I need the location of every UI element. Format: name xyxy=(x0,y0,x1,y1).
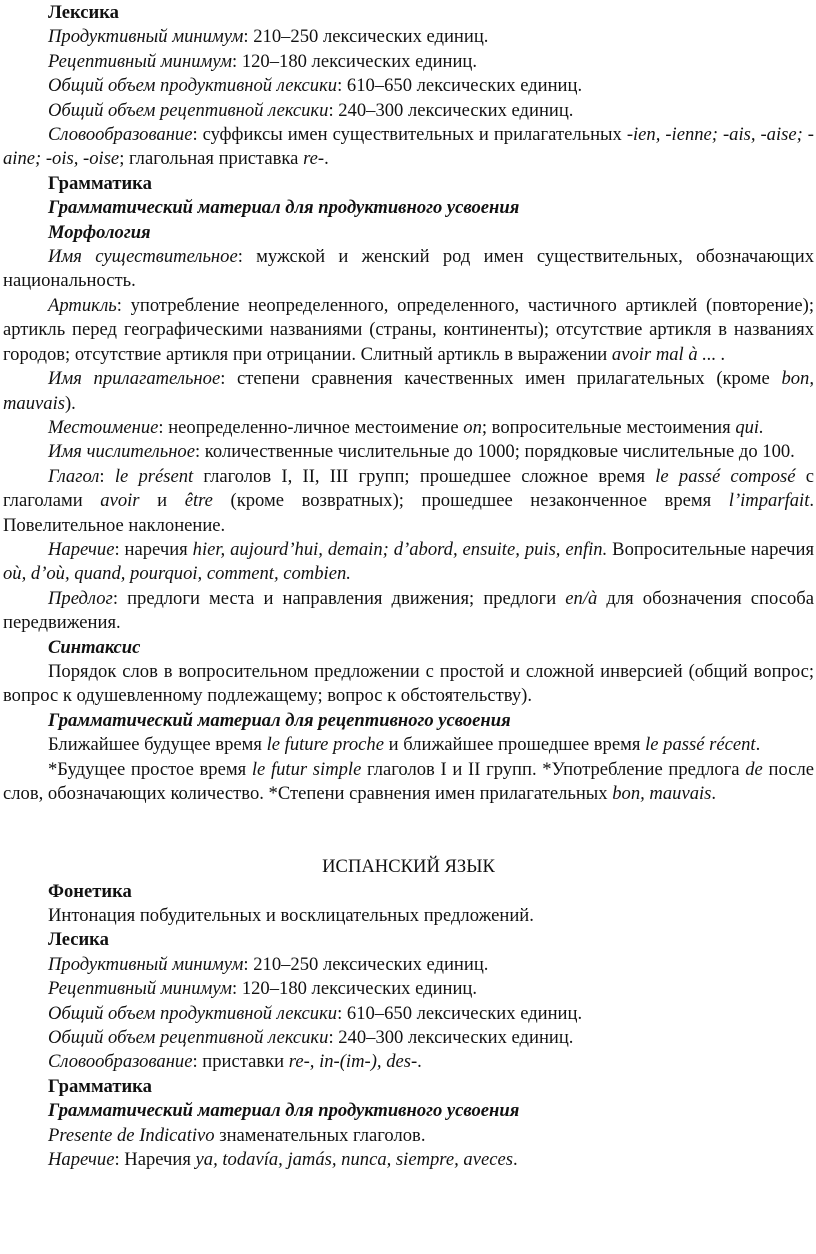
fr-preposition-paragraph: Предлог: предлоги места и направления движения; предлоги en/à для обозначения способа передвижения. xyxy=(3,587,814,634)
section-spacer xyxy=(3,806,814,855)
es-productive-minimum: Продуктивный минимум: 210–250 лексических единиц. xyxy=(48,953,489,975)
fr-syntax-heading: Синтаксис xyxy=(48,636,141,658)
es-phonetics-heading: Фонетика xyxy=(48,880,132,902)
es-adverb-paragraph: Наречие: Наречия ya, todavía, jamás, nunca, siempre, avecеs. xyxy=(48,1149,518,1171)
fr-receptive-minimum: Рецептивный минимум: 120–180 лексических единиц. xyxy=(48,50,478,72)
fr-productive-minimum: Продуктивный минимум: 210–250 лексических единиц. xyxy=(48,26,489,48)
fr-productive-total: Общий объем продуктивной лексики: 610–650 лексических единиц. xyxy=(48,75,583,97)
es-section-title: ИСПАНСКИЙ ЯЗЫК xyxy=(322,856,495,878)
es-word-formation: Словообразование: приставки re-, in-(im-), des-. xyxy=(48,1051,422,1073)
fr-syntax-paragraph: Порядок слов в вопросительном предложении с простой и сложной инверсией (общий вопрос; вопрос к одушевленному подлежащему; вопрос к обстоятельству). xyxy=(3,660,814,707)
fr-lexika-heading: Лексика xyxy=(48,2,119,23)
es-receptive-minimum: Рецептивный минимум: 120–180 лексических единиц. xyxy=(48,978,478,1000)
fr-productive-grammar-heading: Грамматический материал для продуктивного усвоения xyxy=(48,197,520,219)
es-lexika-heading: Лесика xyxy=(48,929,109,951)
es-phonetics-paragraph: Интонация побудительных и восклицательных предложений. xyxy=(48,905,534,927)
fr-article-paragraph: Артикль: употребление неопределенного, определенного, частичного артиклей (повторение); артикль перед географическими названиями (страны, континенты); отсутствие артикля в названиях городов; отсутствие артикля при отрицании. Слитный артикль в выражении avoir mal à ... . xyxy=(3,294,814,365)
fr-grammar-heading: Грамматика xyxy=(48,172,152,194)
fr-receptive-grammar-heading: Грамматический материал для рецептивного усвоения xyxy=(48,709,511,731)
es-productive-grammar-heading: Грамматический материал для продуктивного усвоения xyxy=(48,1100,520,1122)
fr-starred-paragraph: *Будущее простое время le futur simple глаголов I и II групп. *Употребление предлога de после слов, обозначающих количество. *Степени сравнения имен прилагательных bon, mauvais. xyxy=(3,758,814,804)
fr-noun-paragraph: Имя существительное: мужской и женский род имен существительных, обозначающих национальность. xyxy=(3,246,814,292)
es-presente-paragraph: Presente de Indicativo знаменательных глаголов. xyxy=(48,1124,426,1146)
es-productive-total: Общий объем продуктивной лексики: 610–650 лексических единиц. xyxy=(48,1002,583,1024)
fr-receptive-total: Общий объем рецептивной лексики: 240–300 лексических единиц. xyxy=(48,99,574,121)
fr-pronoun-paragraph: Местоимение: неопределенно-личное местоимение on; вопросительные местоимения qui. xyxy=(48,416,764,438)
es-receptive-total: Общий объем рецептивной лексики: 240–300 лексических единиц. xyxy=(48,1027,574,1049)
fr-verb-paragraph: Глагол: le présent глаголов I, II, III групп; прошедшее сложное время le passé composé с глаголами avoir и être (кроме возвратных); прошедшее незаконченное время l’imparfait. Повелительное наклонение. xyxy=(3,465,815,536)
fr-adjective-paragraph: Имя прилагательное: степени сравнения качественных имен прилагательных (кроме bon, mauvais). xyxy=(3,368,814,414)
fr-numeral-paragraph: Имя числительное: количественные числительные до 1000; порядковые числительные до 100. xyxy=(48,441,795,463)
fr-morphology-heading: Морфология xyxy=(48,221,151,243)
es-grammar-heading: Грамматика xyxy=(48,1075,152,1097)
fr-future-paragraph: Ближайшее будущее время le future proche и ближайшее прошедшее время le passé récent. xyxy=(48,734,761,756)
fr-adverb-paragraph: Наречие: наречия hier, aujourd’hui, demain; d’abord, ensuite, puis, enfin. Вопросительные наречия où, d’où, quand, pourquoi, comment, combien. xyxy=(3,538,815,585)
fr-word-formation: Словообразование: суффиксы имен существительных и прилагательных -ien, -ienne; -ais, -aise; -aine; -ois, -oise; глагольная приставка re-. xyxy=(3,124,814,170)
